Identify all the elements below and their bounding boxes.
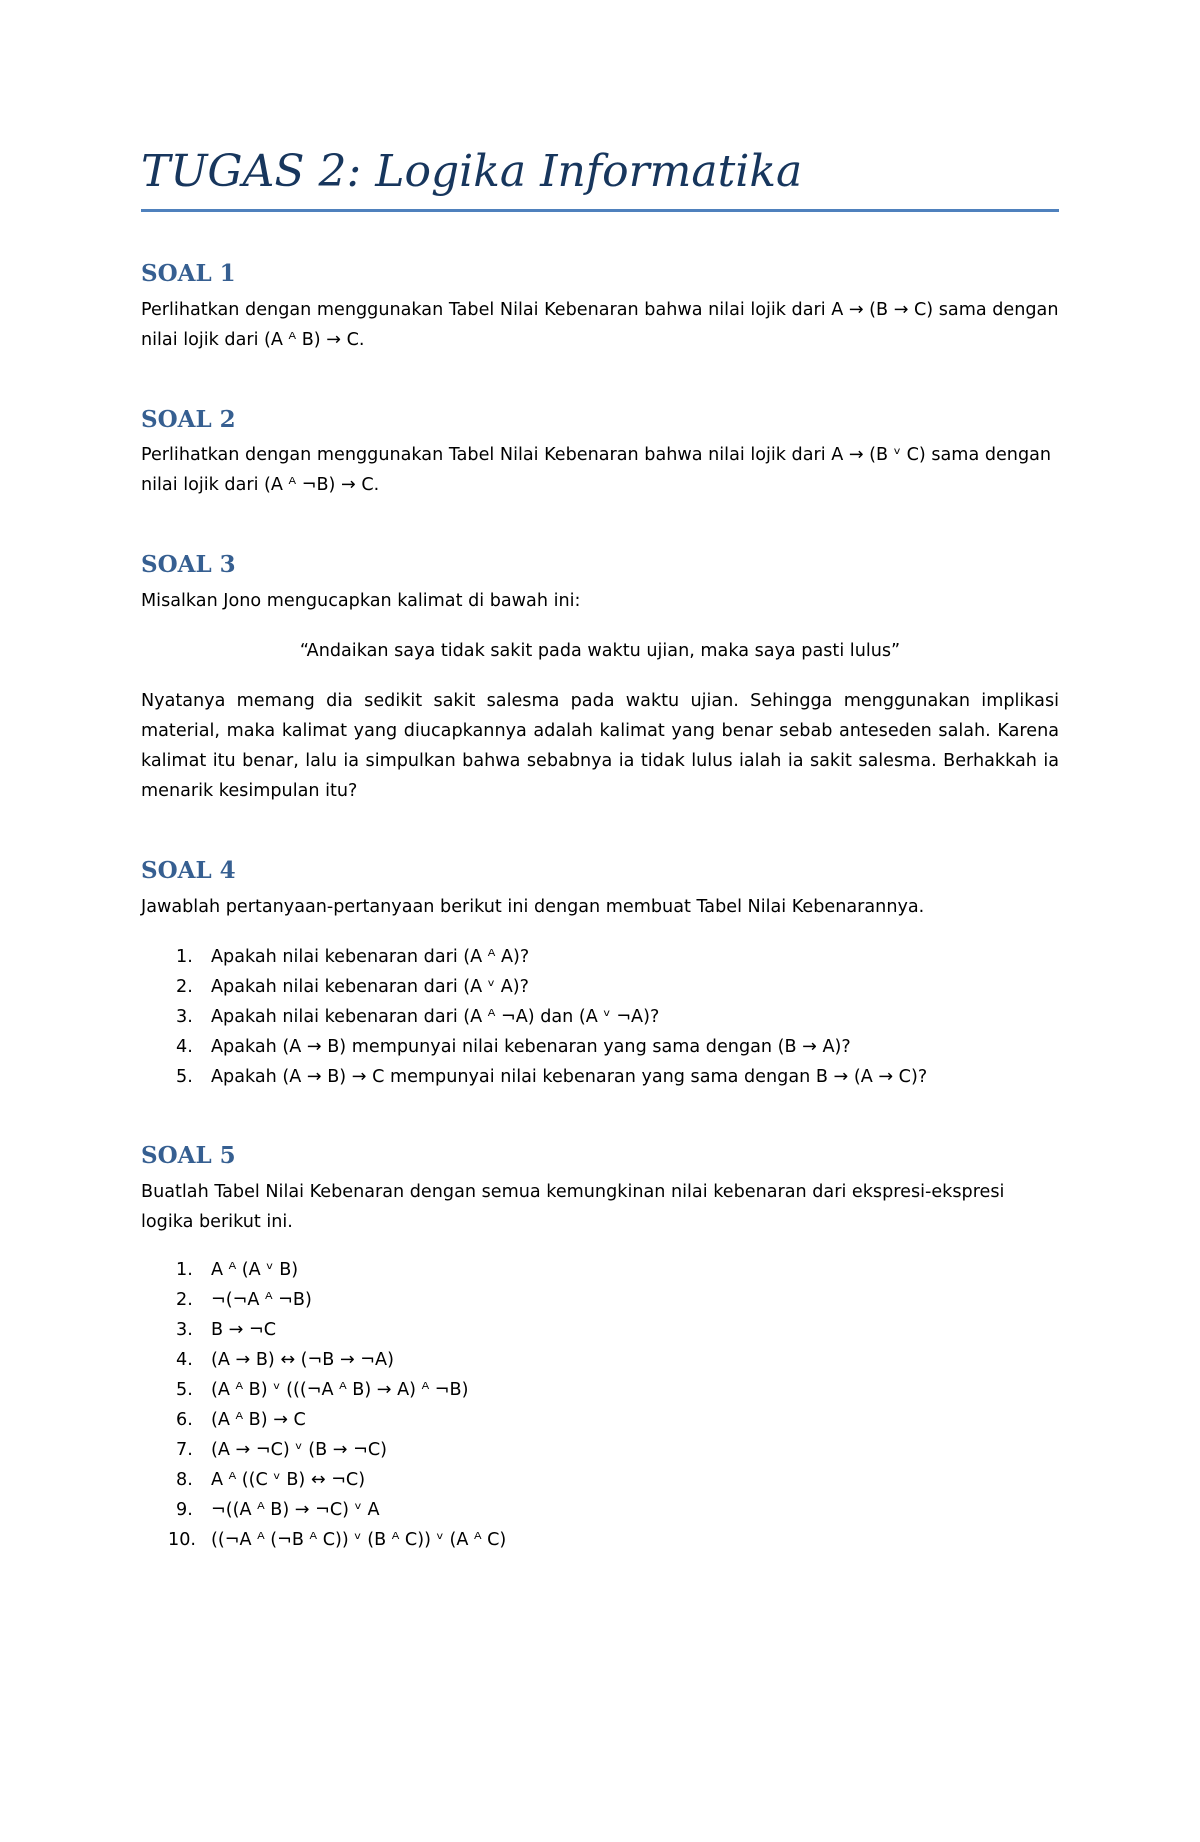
list-item (141, 1002, 927, 1032)
list-text: Apakah (A → B) mempunyai nilai kebenaran yang sama dengan (B → A)? (211, 1037, 851, 1057)
list-item (141, 972, 927, 1002)
list-text: Apakah nilai kebenaran dari (A ᵛ A)? (211, 977, 529, 997)
list-number: 10. (168, 1530, 196, 1550)
list-text: (A → ¬C) ᵛ (B → ¬C) (211, 1440, 387, 1460)
list-text: A ᴬ (A ᵛ B) (211, 1260, 299, 1280)
list-number: 8. (176, 1470, 193, 1490)
list-item (141, 1435, 506, 1465)
soal-4-heading: SOAL 4 (141, 857, 236, 884)
list-number: 7. (176, 1440, 193, 1460)
soal-5-list (141, 1255, 506, 1555)
list-text: A ᴬ ((C ᵛ B) ↔ ¬C) (211, 1470, 366, 1490)
soal-5-intro: Buatlah Tabel Nilai Kebenaran dengan semua kemungkinan nilai kebenaran dari ekspresi-ekspresi logika berikut ini. (141, 1182, 1005, 1232)
list-item (141, 1375, 506, 1405)
soal-3-heading: SOAL 3 (141, 551, 236, 578)
list-number: 4. (176, 1037, 193, 1057)
title-underline (141, 209, 1059, 212)
list-number: 1. (176, 947, 193, 967)
list-number: 1. (176, 1260, 193, 1280)
list-item (141, 1315, 506, 1345)
list-item (141, 1032, 927, 1062)
list-number: 3. (176, 1320, 193, 1340)
soal-5-heading: SOAL 5 (141, 1142, 236, 1169)
list-item (141, 1255, 506, 1285)
list-text: Apakah nilai kebenaran dari (A ᴬ A)? (211, 947, 530, 967)
list-text: (A ᴬ B) → C (211, 1410, 306, 1430)
list-item (141, 1495, 506, 1525)
list-text: ¬(¬A ᴬ ¬B) (211, 1290, 312, 1310)
list-number: 3. (176, 1007, 193, 1027)
list-text: (A → B) ↔ (¬B → ¬A) (211, 1350, 394, 1370)
list-item (141, 942, 927, 972)
soal-2-text: Perlihatkan dengan menggunakan Tabel Nilai Kebenaran bahwa nilai lojik dari A → (B ᵛ C) sama dengan nilai lojik dari (A ᴬ ¬B) → C. (141, 445, 1052, 495)
list-number: 5. (176, 1067, 193, 1087)
soal-2-heading: SOAL 2 (141, 406, 236, 433)
list-text: ((¬A ᴬ (¬B ᴬ C)) ᵛ (B ᴬ C)) ᵛ (A ᴬ C) (211, 1530, 507, 1550)
list-number: 5. (176, 1380, 193, 1400)
list-number: 9. (176, 1500, 193, 1520)
list-item (141, 1465, 506, 1495)
list-item (141, 1062, 927, 1092)
list-item (141, 1345, 506, 1375)
soal-3-text: Nyatanya memang dia sedikit sakit salesma pada waktu ujian. Sehingga menggunakan implikasi material, maka kalimat yang diucapkannya adalah kalimat yang benar sebab anteseden salah. Karena kalimat itu benar, lalu ia simpulkan bahwa sebabnya ia tidak lulus ialah ia sakit salesma. Berhakkah ia menarik kesimpulan itu? (141, 691, 1059, 801)
list-number: 6. (176, 1410, 193, 1430)
list-item (141, 1405, 506, 1435)
list-item (141, 1285, 506, 1315)
list-number: 4. (176, 1350, 193, 1370)
list-text: B → ¬C (211, 1320, 277, 1340)
list-text: Apakah (A → B) → C mempunyai nilai kebenaran yang sama dengan B → (A → C)? (211, 1067, 928, 1087)
soal-4-list (141, 942, 927, 1092)
soal-1-text: Perlihatkan dengan menggunakan Tabel Nilai Kebenaran bahwa nilai lojik dari A → (B → C) sama dengan nilai lojik dari (A ᴬ B) → C. (141, 300, 1059, 350)
soal-3-quote: “Andaikan saya tidak sakit pada waktu ujian, maka saya pasti lulus” (299, 641, 901, 661)
list-number: 2. (176, 1290, 193, 1310)
soal-4-intro: Jawablah pertanyaan-pertanyaan berikut ini dengan membuat Tabel Nilai Kebenarannya. (141, 897, 925, 917)
list-number: 2. (176, 977, 193, 997)
list-text: Apakah nilai kebenaran dari (A ᴬ ¬A) dan (A ᵛ ¬A)? (211, 1007, 660, 1027)
list-item (141, 1525, 506, 1555)
soal-1-heading: SOAL 1 (141, 260, 236, 287)
list-text: ¬((A ᴬ B) → ¬C) ᵛ A (211, 1500, 380, 1520)
list-text: (A ᴬ B) ᵛ (((¬A ᴬ B) → A) ᴬ ¬B) (211, 1380, 469, 1400)
document-title: TUGAS 2: Logika Informatika (141, 146, 803, 197)
soal-3-intro: Misalkan Jono mengucapkan kalimat di bawah ini: (141, 591, 581, 611)
